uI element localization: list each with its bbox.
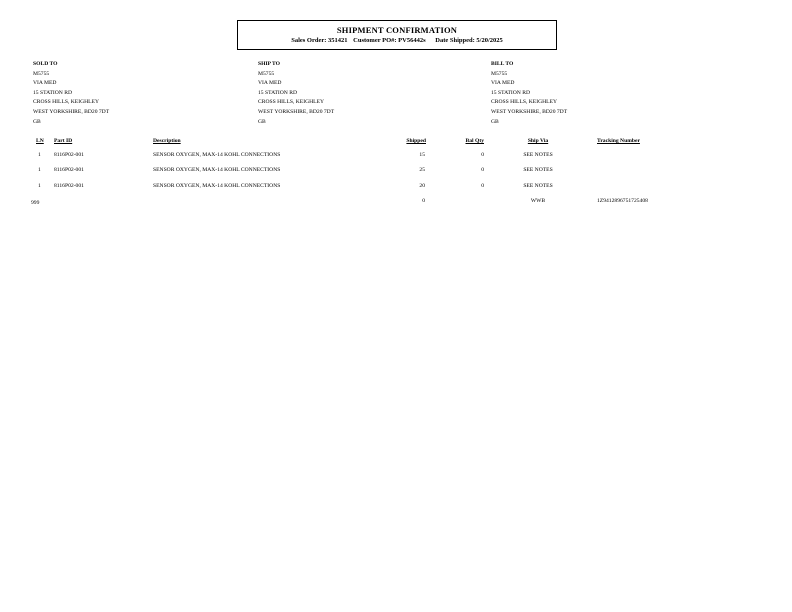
- ship-to-line: CROSS HILLS, KEIGHLEY: [258, 99, 325, 106]
- col-header-bo-qty: Bal Qty: [465, 138, 484, 144]
- row-bo-qty: 0: [481, 167, 484, 173]
- ship-to-line: M5755: [258, 70, 275, 77]
- document-title: SHIPMENT CONFIRMATION: [336, 25, 458, 35]
- col-header-description: Description: [153, 138, 181, 144]
- ship-to-line: WEST YORKSHIRE, BD20 7DT: [258, 108, 335, 115]
- bill-to-block: [491, 60, 567, 127]
- bill-to-heading: BILL TO: [491, 61, 514, 67]
- row-ship-via: SEE NOTES: [523, 152, 553, 158]
- sold-to-block: [33, 60, 109, 127]
- title-box: [237, 20, 557, 50]
- footer-tracking: 1Z9412896751725408: [597, 198, 648, 204]
- bill-to-line: GB: [491, 118, 499, 125]
- row-part-id: 8116P02-001: [54, 183, 84, 189]
- footer-ln: 999: [31, 200, 40, 206]
- row-description: SENSOR OXYGEN, MAX-14 KOHL CONNECTIONS: [153, 167, 281, 173]
- row-shipped: 15: [419, 152, 425, 158]
- footer-ship-via: WWB: [530, 198, 546, 204]
- col-header-tracking: Tracking Number: [597, 138, 640, 144]
- bill-to-line: WEST YORKSHIRE, BD20 7DT: [491, 108, 568, 115]
- row-bo-qty: 0: [481, 183, 484, 189]
- sold-to-line: CROSS HILLS, KEIGHLEY: [33, 99, 100, 106]
- row-ln: 1: [38, 167, 41, 173]
- sold-to-line: GB: [33, 118, 41, 125]
- sold-to-line: VIA MED: [33, 80, 57, 87]
- row-part-id: 8116P02-001: [54, 152, 84, 158]
- col-header-shipped: Shipped: [406, 138, 426, 144]
- col-header-ship-via: Ship Via: [527, 138, 549, 144]
- bill-to-line: 15 STATION RD: [491, 89, 531, 96]
- sold-to-line: M5755: [33, 70, 50, 77]
- col-header-part-id: Part ID: [54, 138, 73, 144]
- row-ln: 1: [38, 152, 41, 158]
- sales-order: Sales Order: 351421: [291, 37, 348, 44]
- bill-to-line: M5755: [491, 70, 508, 77]
- row-description: SENSOR OXYGEN, MAX-14 KOHL CONNECTIONS: [153, 183, 281, 189]
- row-shipped: 20: [419, 183, 425, 189]
- sold-to-line: WEST YORKSHIRE, BD20 7DT: [33, 108, 110, 115]
- row-description: SENSOR OXYGEN, MAX-14 KOHL CONNECTIONS: [153, 152, 281, 158]
- ship-to-line: VIA MED: [258, 80, 282, 87]
- ship-to-line: 15 STATION RD: [258, 89, 298, 96]
- sold-to-line: 15 STATION RD: [33, 89, 73, 96]
- document-subtitle: [238, 37, 556, 44]
- row-ship-via: SEE NOTES: [523, 167, 553, 173]
- date-shipped: Date Shipped: 5/20/2025: [435, 37, 503, 44]
- row-part-id: 8116P02-001: [54, 167, 84, 173]
- row-bo-qty: 0: [481, 152, 484, 158]
- row-ln: 1: [38, 183, 41, 189]
- row-shipped: 25: [419, 167, 425, 173]
- ship-to-line: GB: [258, 118, 266, 125]
- sold-to-heading: SOLD TO: [33, 61, 58, 67]
- row-ship-via: SEE NOTES: [523, 183, 553, 189]
- col-header-ln: LN: [36, 138, 44, 144]
- ship-to-heading: SHIP TO: [258, 61, 281, 67]
- bill-to-line: VIA MED: [491, 80, 515, 87]
- footer-shipped: 0: [422, 198, 425, 204]
- bill-to-line: CROSS HILLS, KEIGHLEY: [491, 99, 558, 106]
- customer-po: Customer PO#: PV56442s: [353, 37, 426, 44]
- ship-to-block: [258, 60, 334, 127]
